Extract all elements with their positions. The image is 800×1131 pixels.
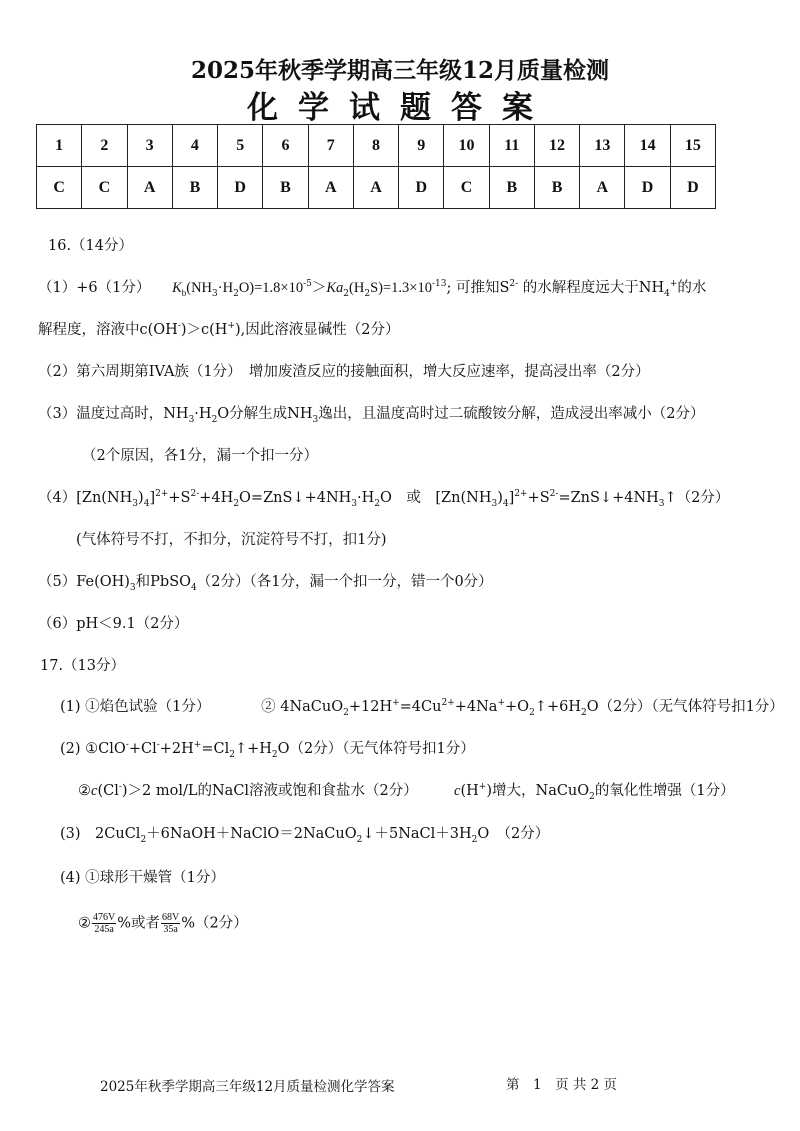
question-number-cell: 6 xyxy=(263,125,308,167)
answer-cell: B xyxy=(489,167,534,209)
q17-part1: (1) ①焰色试验（1分） ② $4NaCuO_2+12H^+=4Cu^{2+}+4Na^++O_2↑+6H_2O(2$分）（无气体符号扣1分） xyxy=(60,698,784,718)
answer-cell: C xyxy=(444,167,489,209)
question-number-cell: 10 xyxy=(444,125,489,167)
exam-subtitle: 化学试题答案 xyxy=(247,90,553,126)
q16-part1: （1）+6（1分） $K_b(NH_3\cdot H_2O)=1.8\times 10^{-5}>Ka_2(H_2S)=1.3\times 10^{-13}$; 可推知$S^{2-}$ 的水解程度远大于$NH_4^+$的水 xyxy=(38,279,707,299)
q17-part4b: ② $\frac{476V}{245a}$ %或者 $\frac{68V}{35a}$ %（2分） xyxy=(78,912,248,935)
question-number-cell: 4 xyxy=(172,125,217,167)
question-number-cell: 3 xyxy=(127,125,172,167)
answer-cell: D xyxy=(399,167,444,209)
question-number-cell: 14 xyxy=(625,125,670,167)
q17-heading: 17.（13分） xyxy=(40,658,126,674)
question-number-cell: 1 xyxy=(37,125,82,167)
question-number-cell: 5 xyxy=(218,125,263,167)
q16-part6: （6）pH＜9.1（2分） xyxy=(38,616,189,632)
exam-title: 2025年秋季学期高三年级12月质量检测 xyxy=(190,57,610,84)
q16-part3: （3）温度过高时，$NH_3\cdot H_2O$分解生成$NH_3$逸出，且温度高时过二硫酸铵分解，造成浸出率减小（2分） xyxy=(38,406,705,425)
q17-part2: (2) $①ClO^-+Cl^-+2H^+=Cl_2↑+H_2O(2$分）（无气体符号扣1分） xyxy=(60,740,475,760)
q16-part3-note: （2个原因，各1分，漏一个扣一分） xyxy=(82,448,318,464)
question-number-row xyxy=(37,125,716,167)
answer-cell: A xyxy=(308,167,353,209)
q16-part4-note: (气体符号不打，不扣分，沉淀符号不打，扣1分) xyxy=(76,532,387,548)
q17-part3: (3) $2CuCl_2+6NaOH+NaClO=2NaCuO_2↓+5NaCl+3H_2O$ （2分） xyxy=(60,826,550,845)
answer-cell: C xyxy=(82,167,127,209)
question-number-cell: 2 xyxy=(82,125,127,167)
answer-cell: D xyxy=(625,167,670,209)
question-number-cell: 13 xyxy=(580,125,625,167)
choice-answer-table xyxy=(36,124,716,209)
question-number-cell: 9 xyxy=(399,125,444,167)
q16-part4: $(4)[Zn(NH_3)_4]^{2+}+S^{2-}+4H_2O=ZnS↓+4NH_3\cdot H_2O$ 或 $[Zn(NH_3)_4]^{2+}+S^{2-}=ZnS↓+4NH_3↑(2$分） xyxy=(38,489,730,509)
answer-cell: D xyxy=(218,167,263,209)
answer-cell: C xyxy=(37,167,82,209)
answer-cell: B xyxy=(263,167,308,209)
q16-part2: （2）第六周期第IVA族（1分） 增加废渣反应的接触面积，增大反应速率，提高浸出率（2分） xyxy=(38,364,650,380)
answer-cell: B xyxy=(172,167,217,209)
footer-title: 2025年秋季学期高三年级12月质量检测化学答案 xyxy=(100,1079,395,1095)
question-number-cell: 11 xyxy=(489,125,534,167)
answer-cell: B xyxy=(534,167,579,209)
answer-cell: A xyxy=(127,167,172,209)
answer-cell: D xyxy=(670,167,715,209)
question-number-cell: 15 xyxy=(670,125,715,167)
q16-heading: 16.（14分） xyxy=(48,238,134,254)
q17-part4: (4) ①球形干燥管（1分） xyxy=(60,870,225,886)
q16-part1-continued: 解程度，溶液中c(OH-)＞c(H+),因此溶液显碱性（2分） xyxy=(38,321,400,338)
answer-cell: A xyxy=(353,167,398,209)
fraction-1: $\frac{476V}{245a}$ xyxy=(93,912,116,935)
answer-row xyxy=(37,167,716,209)
page-number: 第 1 页 共 2 页 xyxy=(506,1077,618,1093)
question-number-cell: 8 xyxy=(353,125,398,167)
question-number-cell: 7 xyxy=(308,125,353,167)
fraction-2: $\frac{68V}{35a}$ xyxy=(162,912,180,935)
q17-part2b: ②c(Cl-)＞2 mol/L的NaCl溶液或饱和食盐水（2分） c(H+)增大，NaCuO$_2$的氧化性增强（1分） xyxy=(78,782,735,802)
answer-cell: A xyxy=(580,167,625,209)
question-number-cell: 12 xyxy=(534,125,579,167)
q16-part5: $(5)Fe(OH)_3$和PbSO$_4$（2分）（各1分，漏一个扣一分，错一个0分） xyxy=(38,574,493,593)
